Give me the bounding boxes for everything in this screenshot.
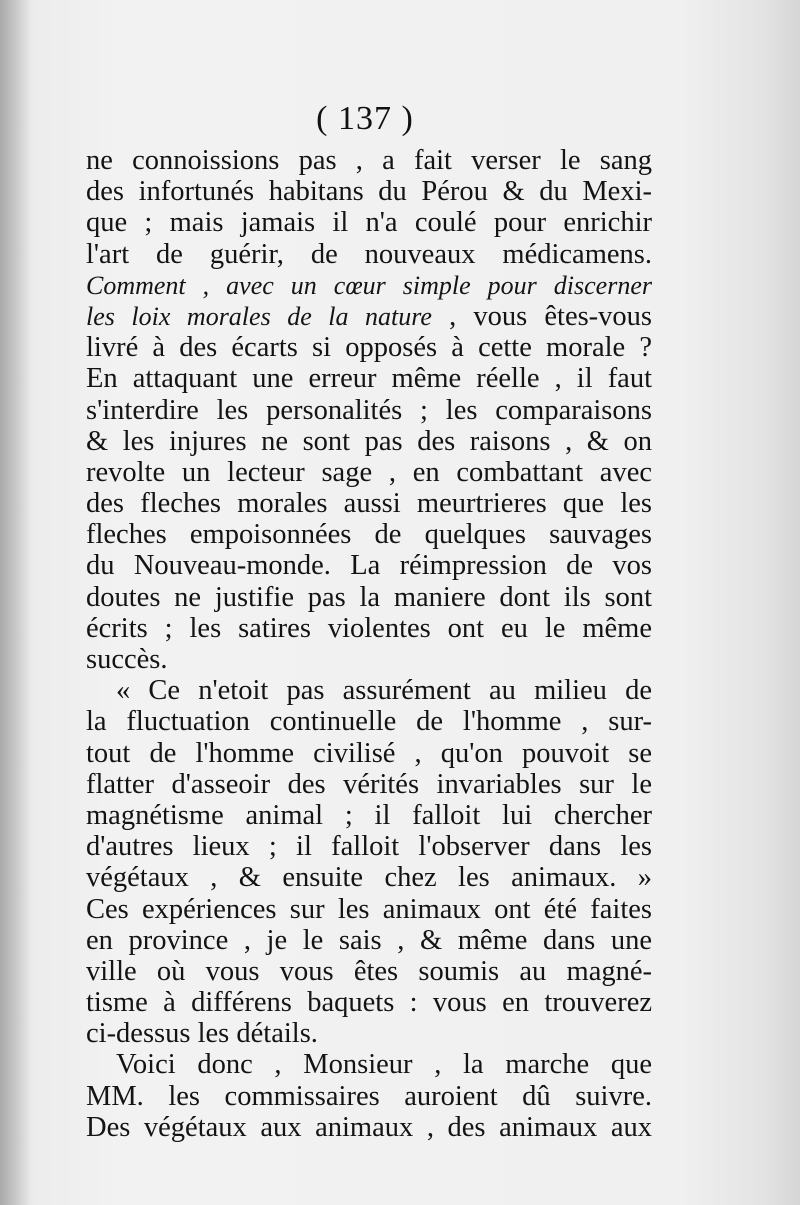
text-line-1: ne connoissions pas , a fait verser le sang xyxy=(86,145,652,176)
text-line-15: doutes ne justifie pas la maniere dont ils sont xyxy=(86,581,652,613)
text-line-11: revolte un lecteur sage , en combattant avec xyxy=(86,456,652,488)
italic-phrase: les loix morales de la nature xyxy=(86,301,432,331)
text-line-28: tisme à différens baquets : vous en trouverez xyxy=(86,987,652,1019)
text-line-9: s'interdire les personalités ; les comparaisons xyxy=(86,394,652,426)
text-line-32: Des végétaux aux animaux , des animaux aux xyxy=(86,1111,652,1143)
text-line-5: Comment , avec un cœur simple pour discerner xyxy=(86,270,652,300)
text-line-25: Ces expériences sur les animaux ont été faites xyxy=(86,893,652,925)
text-line-3: que ; mais jamais il n'a coulé pour enrichir xyxy=(86,207,652,239)
text-line-14: du Nouveau-monde. La réimpression de vos xyxy=(86,550,652,582)
text-line-21: flatter d'asseoir des vérités invariables sur le xyxy=(86,768,652,800)
text-line-30: Voici donc , Monsieur , la marche que xyxy=(116,1049,652,1081)
text-line-29: ci-dessus les détails. xyxy=(86,1018,318,1050)
text-line-27: ville où vous vous êtes soumis au magné- xyxy=(86,955,652,987)
text-line-18: « Ce n'etoit pas assurément au milieu de xyxy=(116,675,652,707)
body-text xyxy=(86,145,652,1143)
page-number: ( 137 ) xyxy=(316,100,414,137)
text-line-7: livré à des écarts si opposés à cette morale ? xyxy=(86,332,652,364)
text-line-20: tout de l'homme civilisé , qu'on pouvoit se xyxy=(86,737,652,769)
text-line-10: & les injures ne sont pas des raisons , & on xyxy=(86,425,652,457)
text-line-4: l'art de guérir, de nouveaux médicamens. xyxy=(86,238,652,270)
text-line-26: en province , je le sais , & même dans une xyxy=(86,924,652,956)
text-line-22: magnétisme animal ; il falloit lui chercher xyxy=(86,799,652,831)
text-line-6 xyxy=(86,301,652,332)
text-line-24: végétaux , & ensuite chez les animaux. » xyxy=(86,862,652,894)
text-line-2: des infortunés habitans du Pérou & du Mexi- xyxy=(86,176,652,208)
text-line-31: MM. les commissaires auroient dû suivre. xyxy=(86,1080,652,1112)
text-line-23: d'autres lieux ; il falloit l'observer dans les xyxy=(86,831,652,863)
gutter-shadow xyxy=(0,0,34,1205)
roman-phrase: , vous êtes-vous xyxy=(449,300,653,332)
text-line-16: écrits ; les satires violentes ont eu le même xyxy=(86,612,652,644)
text-line-17: succès. xyxy=(86,644,168,675)
text-line-19: la fluctuation continuelle de l'homme , sur- xyxy=(86,706,652,738)
text-line-13: fleches empoisonnées de quelques sauvages xyxy=(86,519,652,551)
text-line-8: En attaquant une erreur même réelle , il faut xyxy=(86,363,652,395)
text-line-12: des fleches morales aussi meurtrieres que les xyxy=(86,488,652,520)
